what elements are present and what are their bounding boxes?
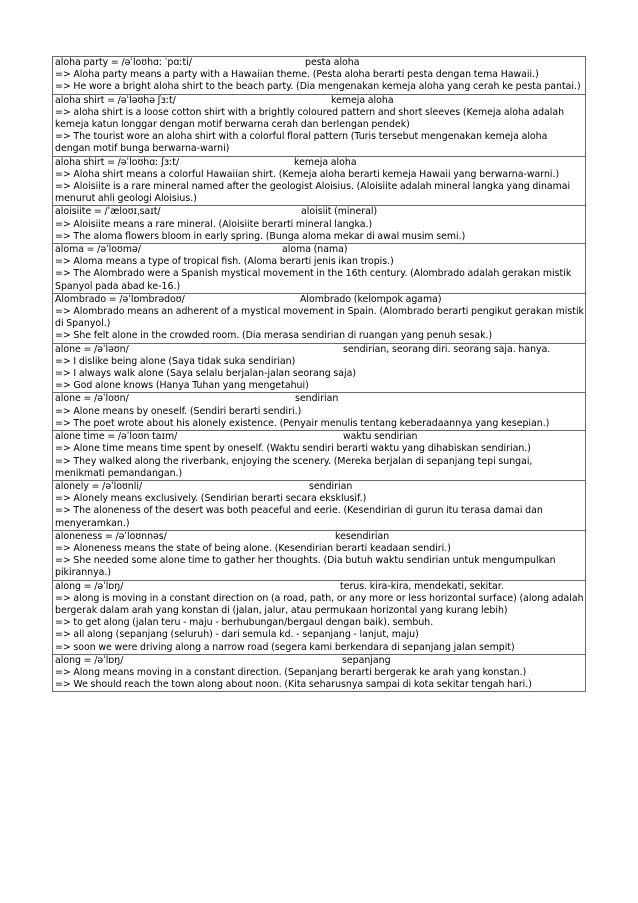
entry-translation: pesta aloha — [305, 57, 360, 68]
entry-example-line: => Aloneness means the state of being alone. (Kesendirian berarti keadaan sendiri.) — [55, 542, 451, 554]
entry-example-line: => She needed some alone time to gather her thoughts. (Dia butuh waktu sendirian untuk mengumpulkan pikirannya.) — [55, 555, 556, 579]
entry-headword: alone time = /əˈloʊn taɪm/ — [55, 431, 178, 443]
entry-headword-line — [55, 244, 584, 256]
dictionary-entry — [52, 655, 586, 693]
entry-translation: aloisiit (mineral) — [301, 206, 378, 218]
entry-translation: kesendirian — [335, 530, 390, 542]
entry-translation: waktu sendirian — [343, 431, 418, 443]
entry-headword-line — [55, 344, 584, 356]
entry-translation: sendirian — [295, 393, 339, 405]
dictionary-entry — [52, 344, 586, 394]
entry-translation: kemeja aloha — [294, 156, 357, 168]
dictionary-entry — [52, 481, 586, 531]
entry-example-line: => Aloha shirt means a colorful Hawaiian shirt. (Kemeja aloha berarti kemeja Hawaii yang berwarna-warni.) — [55, 168, 560, 180]
entry-headword: alonely = /əˈloʊnli/ — [55, 480, 143, 492]
dictionary-entry — [52, 56, 586, 95]
entry-headword: aloha shirt = /əˈləʊhə ʃɜːt/ — [55, 94, 176, 106]
entry-example-line: => I dislike being alone (Saya tidak suka sendirian) — [55, 355, 296, 367]
entry-translation: sendirian, seorang diri. seorang saja. hanya. — [343, 343, 551, 355]
entry-example-line: => Alonely means exclusively. (Sendirian berarti secara eksklusif.) — [55, 493, 367, 505]
entry-translation: sendirian — [309, 480, 353, 492]
entry-headword: Alombrado = /əˈlɒmbrədoʊ/ — [55, 293, 185, 305]
entry-headword: alone = /əˈləʊn/ — [55, 343, 129, 355]
entry-headword-line — [55, 206, 584, 218]
entry-headword: aloma = /əˈloʊmə/ — [55, 244, 141, 256]
entry-headword: along = /əˈlɒŋ/ — [55, 580, 124, 592]
entry-translation: Alombrado (kelompok agama) — [300, 293, 442, 305]
dictionary-entry — [52, 393, 586, 431]
entry-headword: alone = /əˈloʊn/ — [55, 393, 129, 405]
entry-example-line: => along is moving in a constant direction on (a road, path, or any more or less horizontal surface) (along adalah bergerak dalam arah yang konstan di (jalan, jalur, atau permukaan horizontal yang kurang lebih) — [55, 592, 584, 616]
entry-example-line: => The Alombrado were a Spanish mystical movement in the 16th century. (Alombrado adalah gerakan mistik Spanyol pada abad ke-16.) — [55, 268, 572, 292]
entry-headword-line — [55, 57, 584, 69]
entry-example-line: => God alone knows (Hanya Tuhan yang mengetahui) — [55, 380, 309, 392]
entry-translation: sepanjang — [342, 654, 391, 666]
entry-translation: terus. kira-kira, mendekati, sekitar. — [340, 580, 504, 592]
dictionary-entry — [52, 206, 586, 244]
entry-example-line: => He wore a bright aloha shirt to the beach party. (Dia mengenakan kemeja aloha yang cerah ke pesta pantai.) — [55, 81, 581, 93]
entry-example-line: => all along (sepanjang (seluruh) - dari semula kd. - sepanjang - lanjut, maju) — [55, 629, 419, 641]
dictionary-entry — [52, 531, 586, 581]
entry-example-line: => aloha shirt is a loose cotton shirt with a brightly coloured pattern and short sleeves (Kemeja aloha adalah kemeja katun longgar dengan motif berwarna cerah dan berlengan pendek) — [55, 106, 565, 131]
entry-headword: aloneness = /əˈloʊnnəs/ — [55, 530, 167, 542]
entry-headword-line — [55, 393, 584, 405]
entry-example-line: => She felt alone in the crowded room. (Dia merasa sendirian di ruangan yang penuh sesak.) — [55, 330, 493, 342]
entry-translation: aloma (nama) — [282, 244, 348, 256]
entry-example-line: => The poet wrote about his alonely existence. (Penyair menulis tentang keberadaannya yang kesepian.) — [55, 417, 550, 429]
entry-example-line: => to get along (jalan teru - maju - berhubungan/bergaul dengan baik). sembuh. — [55, 617, 434, 629]
entry-example-line: => soon we were driving along a narrow road (segera kami berkendara di sepanjang jalan sempit) — [55, 641, 515, 653]
entry-headword-line — [55, 157, 584, 169]
entry-headword: aloha party = /əˈloʊhɑː ˈpɑːti/ — [55, 57, 192, 68]
entry-example-line: => The tourist wore an aloha shirt with a colorful floral pattern (Turis tersebut mengenakan kemeja aloha dengan motif bunga berwarna-warni) — [55, 131, 548, 155]
entry-example-line: => They walked along the riverbank, enjoying the scenery. (Mereka berjalan di sepanjang tepi sungai, menikmati pemandangan.) — [55, 455, 533, 479]
entry-example-line: => Aloha party means a party with a Hawaiian theme. (Pesta aloha berarti pesta dengan tema Hawaii.) — [55, 69, 539, 81]
entry-headword-line — [55, 481, 584, 493]
entry-example-line: => Alone means by oneself. (Sendiri berarti sendiri.) — [55, 405, 302, 417]
entry-translation: kemeja aloha — [331, 94, 394, 106]
entry-example-line: => We should reach the town along about noon. (Kita seharusnya sampai di kota sekitar tengah hari.) — [55, 679, 532, 691]
entry-example-line: => Along means moving in a constant direction. (Sepanjang berarti bergerak ke arah yang konstan.) — [55, 666, 527, 678]
entry-example-line: => The aloneness of the desert was both peaceful and eerie. (Kesendirian di gurun itu terasa damai dan menyeramkan.) — [55, 505, 543, 529]
entry-example-line: => Aloisiite means a rare mineral. (Aloisiite berarti mineral langka.) — [55, 218, 373, 230]
entry-example-line: => Alone time means time spent by oneself. (Waktu sendiri berarti waktu yang dihabiskan sendirian.) — [55, 443, 531, 455]
entry-example-line: => Aloisiite is a rare mineral named after the geologist Aloisius. (Aloisiite adalah mineral langka yang dinamai menurut ahli geologi Aloisius.) — [55, 181, 571, 205]
entry-example-line: => The aloma flowers bloom in early spring. (Bunga aloma mekar di awal musim semi.) — [55, 230, 466, 242]
entry-headword-line — [55, 431, 584, 443]
entry-headword-line — [55, 581, 584, 593]
entry-example-line: => I always walk alone (Saya selalu berjalan-jalan seorang saja) — [55, 368, 356, 380]
dictionary-page — [52, 56, 586, 692]
dictionary-entry — [52, 294, 586, 344]
entry-example-line: => Alombrado means an adherent of a mystical movement in Spain. (Alombrado berarti pengikut gerakan mistik di Spanyol.) — [55, 306, 584, 330]
dictionary-entry — [52, 581, 586, 655]
entry-example-line: => Aloma means a type of tropical fish. (Aloma berarti jenis ikan tropis.) — [55, 256, 394, 268]
entry-headword-line — [55, 294, 584, 306]
entry-headword-line — [55, 95, 584, 107]
dictionary-entry — [52, 244, 586, 294]
entry-headword: along = /əˈlɒŋ/ — [55, 654, 124, 666]
entry-headword-line — [55, 655, 584, 667]
dictionary-entry — [52, 95, 586, 157]
entry-headword: aloha shirt = /əˈloʊhɑː ʃɜːt/ — [55, 156, 180, 168]
dictionary-entry — [52, 431, 586, 481]
dictionary-entry — [52, 157, 586, 207]
entry-headword: aloisiite = /ˈæloʊɪˌsaɪt/ — [55, 206, 161, 218]
entry-headword-line — [55, 531, 584, 543]
